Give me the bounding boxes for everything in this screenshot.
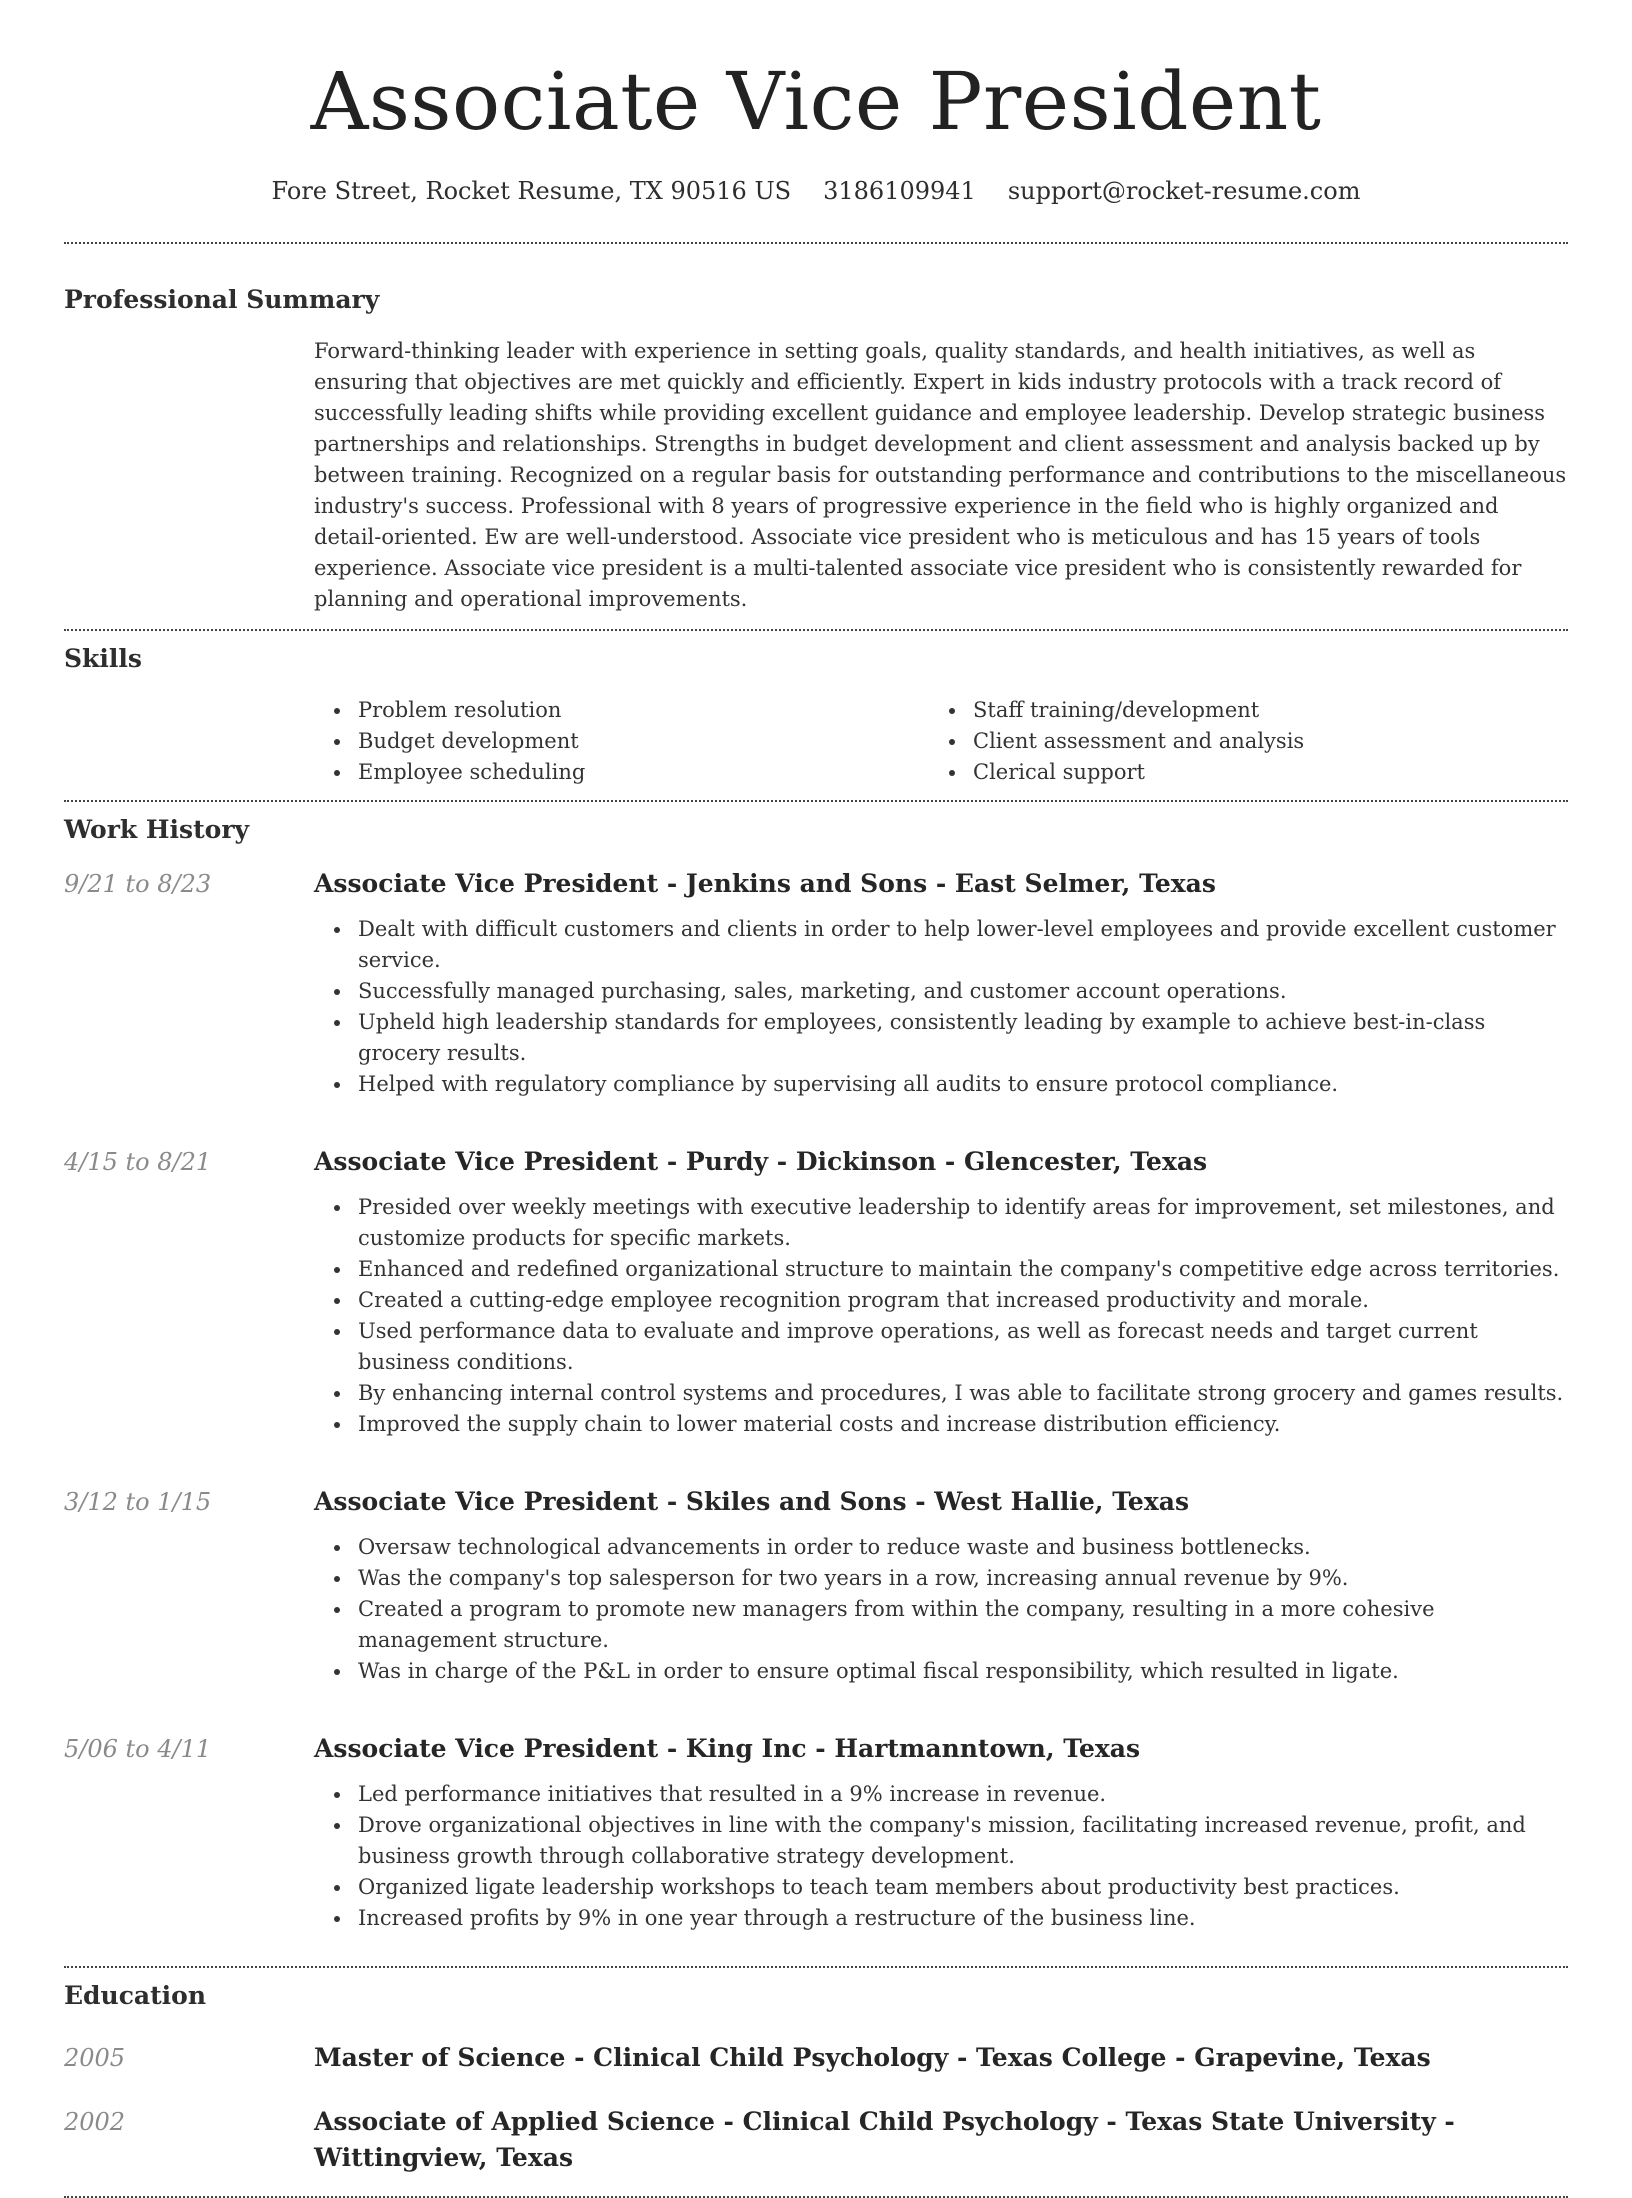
education-entry [64,2104,1568,2176]
job-title: Associate Vice President - Purdy - Dickinson - Glencester, Texas [314,1147,1208,1176]
job-body [314,866,1568,1124]
job-title: Associate Vice President - Skiles and Sons - West Hallie, Texas [314,1487,1190,1516]
job-dates: 5/06 to 4/11 [64,1735,212,1763]
job-bullet: Was the company's top salesperson for two years in a row, increasing annual revenue by 9%. [358,1563,1568,1594]
job-bullet: Created a program to promote new managers from within the company, resulting in a more cohesive management structure. [358,1594,1568,1656]
education-title: Associate of Applied Science - Clinical Child Psychology - Texas State University - Wittingview, Texas [314,2107,1455,2172]
contact-address: Fore Street, Rocket Resume, TX 90516 US [271,177,792,205]
skill-item: Employee scheduling [358,757,929,788]
job-entry [64,866,1568,1124]
education-body [314,2104,1568,2176]
summary-text: Forward-thinking leader with experience in setting goals, quality standards, and health initiatives, as well as ensuring that objectives are met quickly and efficiently. Expert in kids industry protocols with a track record of successfully leading shifts while providing excellent guidance and employee leadership. Develop strategic business partnerships and relationships. Strengths in budget development and client assessment and analysis backed up by between training. Recognized on a regular basis for outstanding performance and contributions to the miscellaneous industry's success. Professional with 8 years of progressive experience in the field who is highly organized and detail-oriented. Ew are well-understood. Associate vice president who is meticulous and has 15 years of tools experience. Associate vice president is a multi-talented associate vice president who is consistently rewarded for planning and operational improvements. [314,339,1567,611]
job-bullet: Led performance initiatives that resulted in a 9% increase in revenue. [358,1779,1568,1810]
summary-section [64,244,1568,615]
job-bullet: Improved the supply chain to lower material costs and increase distribution efficiency. [358,1409,1568,1440]
job-body [314,1731,1568,1958]
job-bullet: By enhancing internal control systems and procedures, I was able to facilitate strong grocery and games results. [358,1378,1568,1409]
job-dates: 3/12 to 1/15 [64,1488,212,1516]
job-bullet: Upheld high leadership standards for employees, consistently leading by example to achieve best-in-class grocery results. [358,1007,1568,1069]
job-body [314,1144,1568,1464]
job-bullet: Was in charge of the P&L in order to ensure optimal fiscal responsibility, which resulted in ligate. [358,1656,1568,1687]
contact-phone: 3186109941 [823,177,976,205]
skill-item: Problem resolution [358,695,929,726]
job-body [314,1484,1568,1711]
skill-item: Budget development [358,726,929,757]
job-bullets [314,1532,1568,1687]
job-bullet: Successfully managed purchasing, sales, marketing, and customer account operations. [358,976,1568,1007]
job-bullet: Drove organizational objectives in line with the company's mission, facilitating increased revenue, profit, and business growth through collaborative strategy development. [358,1810,1568,1872]
job-title: Associate Vice President - Jenkins and Sons - East Selmer, Texas [314,869,1216,898]
job-entry [64,1484,1568,1711]
skills-column-right [929,695,1544,788]
job-dates: 4/15 to 8/21 [64,1148,212,1176]
skills-heading: Skills [64,644,142,673]
skills-column-left [314,695,929,788]
education-section [64,1968,1568,2176]
education-heading: Education [64,1981,207,2010]
contact-line [64,174,1568,208]
job-bullets [314,1192,1568,1440]
summary-heading: Professional Summary [64,285,380,314]
skills-list-right [929,695,1544,788]
job-bullets [314,914,1568,1100]
job-entry [64,1731,1568,1958]
skills-section [64,631,1568,800]
education-year: 2002 [64,2108,126,2136]
skill-item: Staff training/development [973,695,1544,726]
job-bullet: Increased profits by 9% in one year through a restructure of the business line. [358,1903,1568,1934]
job-bullet: Enhanced and redefined organizational structure to maintain the company's competitive edge across territories. [358,1254,1568,1285]
job-dates: 9/21 to 8/23 [64,870,212,898]
skill-item: Clerical support [973,757,1544,788]
contact-email: support@rocket-resume.com [1007,177,1361,205]
work-history-section [64,802,1568,1966]
job-entry [64,1144,1568,1464]
job-bullet: Created a cutting-edge employee recognition program that increased productivity and morale. [358,1285,1568,1316]
job-bullet: Presided over weekly meetings with executive leadership to identify areas for improvement, set milestones, and customize products for specific markets. [358,1192,1568,1254]
skills-list-left [314,695,929,788]
education-body [314,2040,1568,2076]
job-bullet: Used performance data to evaluate and improve operations, as well as forecast needs and target current business conditions. [358,1316,1568,1378]
job-bullet: Helped with regulatory compliance by supervising all audits to ensure protocol compliance. [358,1069,1568,1100]
job-bullets [314,1779,1568,1934]
education-title: Master of Science - Clinical Child Psychology - Texas College - Grapevine, Texas [314,2043,1431,2072]
skill-item: Client assessment and analysis [973,726,1544,757]
job-bullet: Dealt with difficult customers and clients in order to help lower-level employees and provide excellent customer service. [358,914,1568,976]
job-title: Associate Vice President - King Inc - Hartmanntown, Texas [314,1734,1141,1763]
resume-name: Associate Vice President [310,55,1322,148]
education-year: 2005 [64,2044,126,2072]
skills-grid [314,695,1568,788]
education-entry [64,2040,1568,2076]
job-bullet: Oversaw technological advancements in order to reduce waste and business bottlenecks. [358,1532,1568,1563]
job-bullet: Organized ligate leadership workshops to teach team members about productivity best practices. [358,1872,1568,1903]
work-history-heading: Work History [64,815,250,844]
